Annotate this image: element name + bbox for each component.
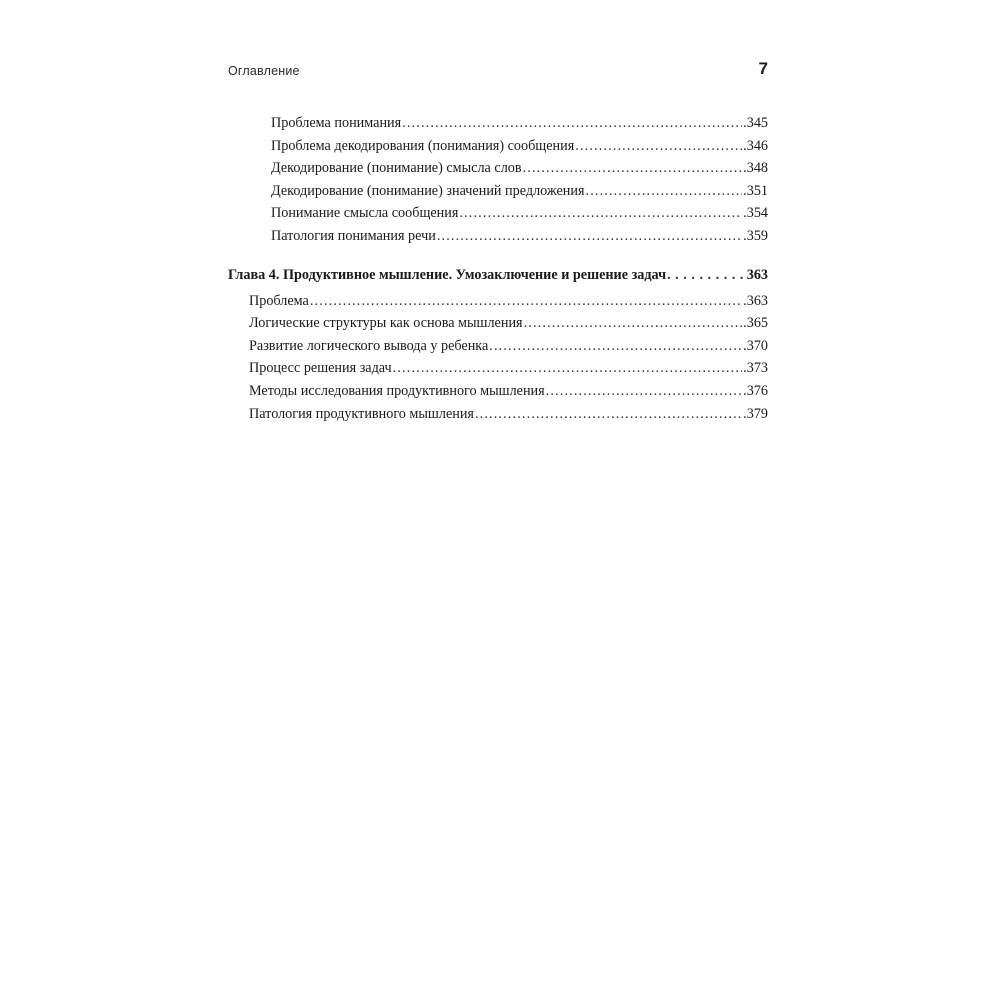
dot-leader	[575, 135, 742, 158]
toc-entry-title: Понимание смысла сообщения	[271, 205, 459, 222]
toc-entry[interactable]	[228, 290, 768, 313]
running-title: Оглавление	[228, 64, 300, 78]
dot-leader	[402, 112, 742, 135]
toc-chapter-title: Глава 4. Продуктивное мышление. Умозаключение и решение задач	[228, 266, 667, 283]
toc-entry-page: .348	[743, 160, 768, 177]
toc-entry[interactable]	[228, 112, 768, 135]
dot-leader	[586, 180, 743, 203]
toc-entry-page: .376	[743, 382, 768, 399]
toc-entry[interactable]	[228, 357, 768, 380]
toc-entry-page: .365	[743, 315, 768, 332]
toc-chapter-page: 363	[746, 266, 768, 283]
toc-entry[interactable]	[228, 312, 768, 335]
toc-entry-page: .370	[743, 337, 768, 354]
dot-leader	[437, 225, 742, 248]
toc-entry-page: .354	[743, 205, 768, 222]
toc-entry[interactable]	[228, 225, 768, 248]
toc-entry-title: Декодирование (понимание) смысла слов	[271, 160, 522, 177]
toc-entry-title: Логические структуры как основа мышления	[249, 315, 523, 332]
toc-entry[interactable]	[228, 403, 768, 426]
toc-entry-title: Проблема декодирования (понимания) сообщения	[271, 137, 575, 154]
dot-leader	[459, 202, 742, 225]
toc-entry-title: Патология понимания речи	[271, 227, 436, 244]
toc-chapter-entry[interactable]	[228, 262, 768, 288]
toc-entry-page: .346	[743, 137, 768, 154]
toc-entry-title: Процесс решения задач	[249, 360, 392, 377]
toc-entry-page: .359	[743, 227, 768, 244]
toc-entry-page: .363	[743, 292, 768, 309]
dot-leader	[393, 357, 743, 380]
running-head	[228, 59, 768, 82]
toc-entry[interactable]	[228, 380, 768, 403]
toc-entry-page: .345	[743, 115, 768, 131]
dot-leader	[523, 157, 743, 180]
toc-entry-title: Проблема	[249, 292, 309, 309]
toc-entry-page: .351	[743, 182, 768, 199]
toc-entry-title: Методы исследования продуктивного мышления	[249, 382, 545, 399]
toc-entry-page: .379	[743, 405, 768, 422]
dot-leader	[489, 335, 742, 358]
dot-leader	[546, 380, 743, 403]
dot-leader	[310, 290, 742, 313]
toc-entry[interactable]	[228, 135, 768, 158]
toc-entry[interactable]	[228, 180, 768, 203]
page-number: 7	[758, 59, 768, 78]
toc-entry-page: .373	[743, 360, 768, 377]
toc-entry-title: Патология продуктивного мышления	[249, 405, 474, 422]
toc-entry-title: Декодирование (понимание) значений предложения	[271, 182, 585, 199]
toc-entry-title: Развитие логического вывода у ребенка	[249, 337, 489, 354]
dot-leader	[475, 403, 742, 426]
dot-leader	[524, 312, 743, 335]
dot-leader	[667, 262, 746, 288]
table-of-contents	[228, 112, 768, 425]
toc-entry-title: Проблема понимания	[271, 115, 402, 131]
toc-entry[interactable]	[228, 202, 768, 225]
toc-entry[interactable]	[228, 157, 768, 180]
toc-entry[interactable]	[228, 335, 768, 358]
